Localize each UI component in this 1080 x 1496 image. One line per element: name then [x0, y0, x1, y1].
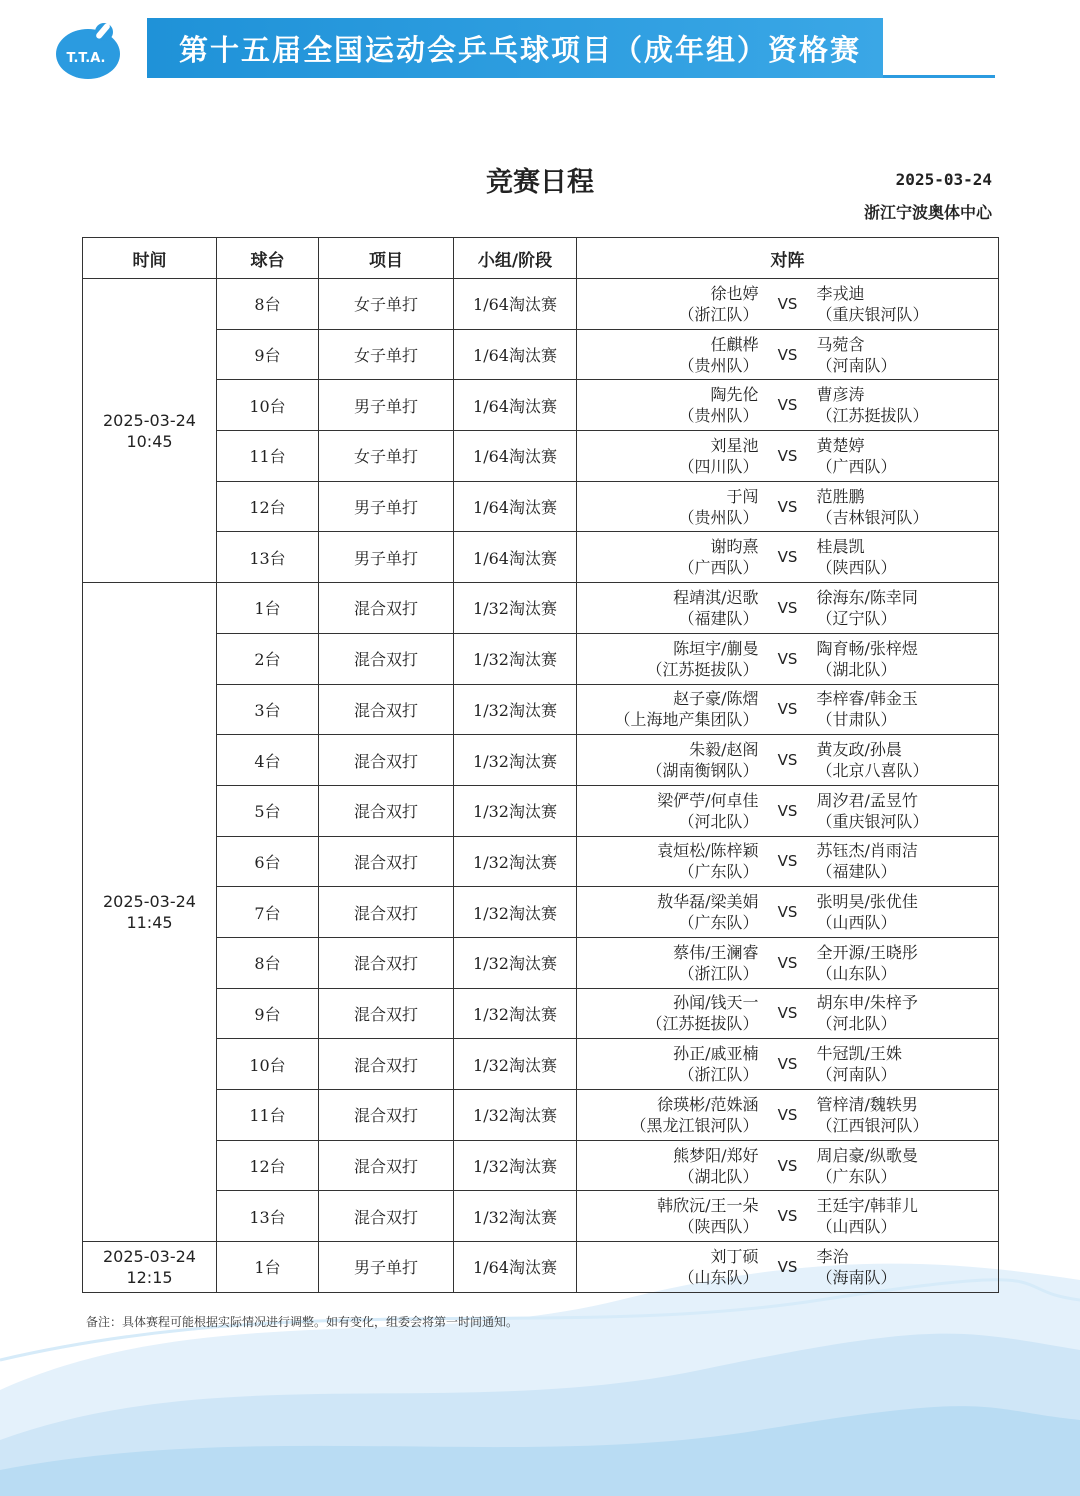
- matchup: [577, 685, 998, 735]
- player-b: [817, 790, 999, 832]
- player-a-team: （福建队）: [678, 608, 759, 628]
- player-a-team: （浙江队）: [678, 963, 759, 983]
- player-a-name: 孙闻/钱天一: [673, 993, 759, 1013]
- player-a: [577, 942, 759, 984]
- player-a-name: 徐也婷: [710, 283, 759, 303]
- event-name: 男子单打: [319, 532, 454, 583]
- player-b-name: 胡东申/朱梓予: [816, 993, 918, 1013]
- player-a-name: 熊梦阳/郑好: [673, 1145, 759, 1165]
- player-b-team: （湖北队）: [816, 659, 897, 679]
- schedule-body: [83, 279, 999, 1293]
- player-b-name: 李梓睿/韩金玉: [816, 689, 918, 709]
- event-name: 男子单打: [319, 481, 454, 532]
- table-number: 11台: [217, 1090, 319, 1141]
- matchup: [577, 989, 998, 1039]
- player-a: [577, 334, 759, 376]
- player-b: [817, 739, 999, 781]
- player-b-team: （甘肃队）: [816, 710, 897, 730]
- event-name: 混合双打: [319, 684, 454, 735]
- matchup: [577, 938, 998, 988]
- player-b-name: 周启豪/纵歌曼: [816, 1145, 918, 1165]
- matchup-cell: [577, 329, 999, 380]
- stage-name: 1/32淘汰赛: [454, 937, 577, 988]
- vs-label: VS: [777, 1156, 798, 1175]
- player-b: [817, 283, 999, 325]
- player-b: [817, 334, 999, 376]
- player-a-team: （上海地产集团队）: [614, 710, 759, 730]
- table-row: [83, 937, 999, 988]
- player-a-team: （黑龙江银河队）: [630, 1115, 759, 1135]
- event-name: 混合双打: [319, 735, 454, 786]
- vs-label: VS: [777, 751, 798, 770]
- time-date: 2025-03-24: [103, 410, 196, 430]
- player-b-team: （福建队）: [816, 862, 897, 882]
- player-b-team: （江西银河队）: [816, 1115, 929, 1135]
- player-b: [817, 1145, 999, 1187]
- table-number: 10台: [217, 1039, 319, 1090]
- player-b-team: （重庆银河队）: [816, 304, 929, 324]
- stage-name: 1/32淘汰赛: [454, 1140, 577, 1191]
- table-number: 5台: [217, 785, 319, 836]
- player-b-team: （江苏挺拔队）: [816, 406, 929, 426]
- player-b-team: （河南队）: [816, 355, 897, 375]
- player-b: [817, 587, 999, 629]
- table-row: [83, 836, 999, 887]
- vs-label: VS: [777, 649, 798, 668]
- stage-name: 1/32淘汰赛: [454, 684, 577, 735]
- player-a: [577, 283, 759, 325]
- player-b-name: 李戎迪: [816, 283, 865, 303]
- matchup: [577, 279, 998, 329]
- vs-label: VS: [777, 548, 798, 567]
- player-a-team: （贵州队）: [678, 507, 759, 527]
- player-a: [577, 992, 759, 1034]
- venue-label: 浙江宁波奥体中心: [863, 203, 992, 222]
- matchup-cell: [577, 583, 999, 634]
- stage-name: 1/32淘汰赛: [454, 988, 577, 1039]
- player-a: [577, 1195, 759, 1237]
- vs-label: VS: [777, 1004, 798, 1023]
- player-b: [817, 536, 999, 578]
- table-row: [83, 431, 999, 482]
- player-b: [817, 942, 999, 984]
- event-name: 混合双打: [319, 633, 454, 684]
- table-row: [83, 329, 999, 380]
- player-a: [577, 638, 759, 680]
- player-a-name: 谢昀熹: [710, 537, 759, 557]
- player-b: [817, 992, 999, 1034]
- logo-text: T.T.A.: [66, 51, 106, 66]
- table-row: [83, 380, 999, 431]
- player-a-team: （山东队）: [678, 1267, 759, 1287]
- event-name: 女子单打: [319, 329, 454, 380]
- header-time: 时间: [83, 238, 217, 279]
- player-b-team: （北京八喜队）: [816, 761, 929, 781]
- matchup-cell: [577, 735, 999, 786]
- table-row: [83, 1242, 999, 1293]
- player-b: [817, 435, 999, 477]
- player-a-team: （江苏挺拔队）: [646, 1014, 759, 1034]
- player-b-team: （山东队）: [816, 963, 897, 983]
- player-a-name: 朱毅/赵阁: [689, 740, 759, 760]
- header-table: 球台: [217, 238, 319, 279]
- player-b-team: （山西队）: [816, 1217, 897, 1237]
- player-a-team: （广东队）: [678, 862, 759, 882]
- banner-title: 第十五届全国运动会乒乓球项目（成年组）资格赛: [147, 18, 883, 78]
- event-name: 混合双打: [319, 1039, 454, 1090]
- player-a: [577, 739, 759, 781]
- table-number: 8台: [217, 937, 319, 988]
- stage-name: 1/32淘汰赛: [454, 785, 577, 836]
- matchup-cell: [577, 380, 999, 431]
- matchup-cell: [577, 279, 999, 330]
- vs-label: VS: [777, 446, 798, 465]
- event-name: 混合双打: [319, 988, 454, 1039]
- player-b-team: （辽宁队）: [816, 608, 897, 628]
- table-row: [83, 785, 999, 836]
- matchup-cell: [577, 1242, 999, 1293]
- event-name: 混合双打: [319, 1191, 454, 1242]
- player-b-team: （陕西队）: [816, 558, 897, 578]
- matchup-cell: [577, 1140, 999, 1191]
- table-row: [83, 1140, 999, 1191]
- player-b: [817, 486, 999, 528]
- table-row: [83, 583, 999, 634]
- player-a-name: 韩欣沅/王一朵: [657, 1196, 759, 1216]
- matchup: [577, 786, 998, 836]
- player-a-team: （湖北队）: [678, 1166, 759, 1186]
- player-b-name: 王廷宇/韩菲儿: [816, 1196, 918, 1216]
- player-a-name: 赵子豪/陈熠: [673, 689, 759, 709]
- time-clock: 11:45: [126, 913, 173, 933]
- matchup: [577, 532, 998, 582]
- table-row: [83, 1039, 999, 1090]
- player-b-name: 曹彦涛: [816, 385, 865, 405]
- matchup: [577, 837, 998, 887]
- stage-name: 1/32淘汰赛: [454, 1191, 577, 1242]
- table-number: 1台: [217, 1242, 319, 1293]
- player-b: [817, 891, 999, 933]
- stage-name: 1/64淘汰赛: [454, 329, 577, 380]
- stage-name: 1/64淘汰赛: [454, 431, 577, 482]
- player-b: [817, 1195, 999, 1237]
- vs-label: VS: [777, 1257, 798, 1276]
- player-a-name: 程靖淇/迟歌: [673, 587, 759, 607]
- time-cell: [83, 279, 217, 583]
- matchup: [577, 1039, 998, 1089]
- player-a-team: （河北队）: [678, 811, 759, 831]
- player-b-name: 范胜鹏: [816, 486, 865, 506]
- table-number: 7台: [217, 887, 319, 938]
- stage-name: 1/64淘汰赛: [454, 532, 577, 583]
- tta-logo-icon: [52, 18, 128, 82]
- matchup-cell: [577, 887, 999, 938]
- matchup-cell: [577, 988, 999, 1039]
- matchup-cell: [577, 481, 999, 532]
- player-a-name: 任麒桦: [710, 334, 759, 354]
- player-b-name: 李治: [816, 1246, 849, 1266]
- player-a: [577, 587, 759, 629]
- table-number: 13台: [217, 1191, 319, 1242]
- player-a-team: （江苏挺拔队）: [646, 659, 759, 679]
- player-a-team: （湖南衡钢队）: [646, 761, 759, 781]
- player-b-team: （海南队）: [816, 1267, 897, 1287]
- player-a: [577, 891, 759, 933]
- matchup: [577, 1141, 998, 1191]
- matchup-cell: [577, 684, 999, 735]
- matchup-cell: [577, 431, 999, 482]
- time-cell: [83, 583, 217, 1242]
- event-name: 男子单打: [319, 1242, 454, 1293]
- vs-label: VS: [777, 801, 798, 820]
- player-b-name: 张明昊/张优佳: [816, 892, 918, 912]
- player-a: [577, 536, 759, 578]
- stage-name: 1/32淘汰赛: [454, 1039, 577, 1090]
- event-name: 混合双打: [319, 785, 454, 836]
- table-row: [83, 279, 999, 330]
- matchup-cell: [577, 1191, 999, 1242]
- event-name: 女子单打: [319, 279, 454, 330]
- table-row: [83, 532, 999, 583]
- player-a-team: （贵州队）: [678, 406, 759, 426]
- table-row: [83, 887, 999, 938]
- table-number: 8台: [217, 279, 319, 330]
- table-number: 9台: [217, 329, 319, 380]
- player-a: [577, 1094, 759, 1136]
- stage-name: 1/32淘汰赛: [454, 735, 577, 786]
- table-row: [83, 1191, 999, 1242]
- event-name: 男子单打: [319, 380, 454, 431]
- player-b: [817, 1043, 999, 1085]
- table-row: [83, 481, 999, 532]
- player-b: [817, 1094, 999, 1136]
- player-b-name: 管梓清/魏轶男: [816, 1094, 918, 1114]
- player-a-name: 刘丁硕: [710, 1246, 759, 1266]
- player-b-name: 周汐君/孟昱竹: [816, 790, 918, 810]
- vs-label: VS: [777, 1055, 798, 1074]
- time-date: 2025-03-24: [103, 1246, 196, 1266]
- vs-label: VS: [777, 294, 798, 313]
- matchup-cell: [577, 1039, 999, 1090]
- header-event: 项目: [319, 238, 454, 279]
- vs-label: VS: [777, 598, 798, 617]
- table-number: 10台: [217, 380, 319, 431]
- vs-label: VS: [777, 852, 798, 871]
- player-b-name: 苏钰杰/肖雨洁: [816, 841, 918, 861]
- player-b-name: 黄楚婷: [816, 435, 865, 455]
- player-b: [817, 840, 999, 882]
- player-a: [577, 688, 759, 730]
- player-a-name: 孙正/戚亚楠: [673, 1044, 759, 1064]
- player-a: [577, 1145, 759, 1187]
- vs-label: VS: [777, 953, 798, 972]
- player-a-name: 蔡伟/王澜睿: [673, 942, 759, 962]
- vs-label: VS: [777, 903, 798, 922]
- player-a: [577, 840, 759, 882]
- stage-name: 1/32淘汰赛: [454, 887, 577, 938]
- vs-label: VS: [777, 497, 798, 516]
- matchup: [577, 887, 998, 937]
- stage-name: 1/32淘汰赛: [454, 583, 577, 634]
- stage-name: 1/32淘汰赛: [454, 633, 577, 684]
- table-number: 6台: [217, 836, 319, 887]
- player-b-name: 黄友政/孙晨: [816, 740, 902, 760]
- player-b-team: （山西队）: [816, 913, 897, 933]
- header-matchup: 对阵: [577, 238, 999, 279]
- table-number: 2台: [217, 633, 319, 684]
- vs-label: VS: [777, 345, 798, 364]
- player-a-name: 敖华磊/梁美娟: [657, 892, 759, 912]
- event-name: 女子单打: [319, 431, 454, 482]
- player-b-name: 马菀含: [816, 334, 865, 354]
- table-number: 4台: [217, 735, 319, 786]
- table-number: 12台: [217, 1140, 319, 1191]
- player-a: [577, 1043, 759, 1085]
- footnote: 备注：具体赛程可能根据实际情况进行调整。如有变化，组委会将第一时间通知。: [86, 1315, 519, 1329]
- matchup: [577, 1090, 998, 1140]
- matchup: [577, 735, 998, 785]
- matchup: [577, 634, 998, 684]
- player-b-team: （广东队）: [816, 1166, 897, 1186]
- table-header-row: [83, 238, 999, 279]
- player-b-team: （重庆银河队）: [816, 811, 929, 831]
- player-a-team: （浙江队）: [678, 1065, 759, 1085]
- player-b: [817, 1246, 999, 1288]
- stage-name: 1/32淘汰赛: [454, 1090, 577, 1141]
- table-number: 12台: [217, 481, 319, 532]
- time-clock: 10:45: [126, 431, 173, 451]
- player-b-name: 桂晨凯: [816, 537, 865, 557]
- player-a: [577, 435, 759, 477]
- table-number: 13台: [217, 532, 319, 583]
- stage-name: 1/64淘汰赛: [454, 481, 577, 532]
- matchup-cell: [577, 937, 999, 988]
- player-b-team: （河北队）: [816, 1014, 897, 1034]
- table-row: [83, 684, 999, 735]
- schedule-date: 2025-03-24: [895, 170, 992, 189]
- page-title: 竞赛日程: [486, 167, 594, 198]
- table-row: [83, 988, 999, 1039]
- vs-label: VS: [777, 1105, 798, 1124]
- player-a-name: 梁俨苧/何卓佳: [657, 790, 759, 810]
- player-a-team: （广西队）: [678, 558, 759, 578]
- player-a-team: （四川队）: [678, 456, 759, 476]
- player-a-name: 陶先伦: [710, 385, 759, 405]
- player-b-name: 徐海东/陈幸同: [816, 587, 918, 607]
- player-b-name: 全开源/王晓彤: [816, 942, 918, 962]
- event-name: 混合双打: [319, 583, 454, 634]
- player-a-team: （广东队）: [678, 913, 759, 933]
- schedule-table: [82, 237, 999, 1293]
- time-date: 2025-03-24: [103, 892, 196, 912]
- matchup-cell: [577, 836, 999, 887]
- player-a-name: 徐瑛彬/范姝涵: [657, 1094, 759, 1114]
- stage-name: 1/64淘汰赛: [454, 380, 577, 431]
- table-number: 1台: [217, 583, 319, 634]
- header-stage: 小组/阶段: [454, 238, 577, 279]
- player-a-team: （贵州队）: [678, 355, 759, 375]
- player-a-name: 陈垣宇/蒯曼: [673, 638, 759, 658]
- event-name: 混合双打: [319, 1090, 454, 1141]
- player-b: [817, 384, 999, 426]
- matchup: [577, 1191, 998, 1241]
- matchup-cell: [577, 633, 999, 684]
- vs-label: VS: [777, 1207, 798, 1226]
- player-b-team: （河南队）: [816, 1065, 897, 1085]
- matchup-cell: [577, 532, 999, 583]
- time-clock: 12:15: [126, 1267, 173, 1287]
- player-a: [577, 1246, 759, 1288]
- table-row: [83, 735, 999, 786]
- player-a: [577, 384, 759, 426]
- matchup: [577, 583, 998, 633]
- table-number: 3台: [217, 684, 319, 735]
- event-name: 混合双打: [319, 937, 454, 988]
- player-a-name: 于闯: [726, 486, 759, 506]
- player-b-team: （广西队）: [816, 456, 897, 476]
- vs-label: VS: [777, 396, 798, 415]
- matchup: [577, 330, 998, 380]
- event-name: 混合双打: [319, 1140, 454, 1191]
- player-a: [577, 486, 759, 528]
- stage-name: 1/64淘汰赛: [454, 1242, 577, 1293]
- stage-name: 1/64淘汰赛: [454, 279, 577, 330]
- matchup: [577, 1242, 998, 1292]
- player-b-team: （吉林银河队）: [816, 507, 929, 527]
- matchup: [577, 431, 998, 481]
- event-name: 混合双打: [319, 887, 454, 938]
- vs-label: VS: [777, 700, 798, 719]
- event-name: 混合双打: [319, 836, 454, 887]
- table-row: [83, 1090, 999, 1141]
- matchup-cell: [577, 1090, 999, 1141]
- player-b: [817, 688, 999, 730]
- table-number: 11台: [217, 431, 319, 482]
- player-a-team: （陕西队）: [678, 1217, 759, 1237]
- player-b-name: 陶育畅/张梓煜: [816, 638, 918, 658]
- player-b: [817, 638, 999, 680]
- matchup: [577, 482, 998, 532]
- player-a-team: （浙江队）: [678, 304, 759, 324]
- matchup: [577, 380, 998, 430]
- player-a: [577, 790, 759, 832]
- stage-name: 1/32淘汰赛: [454, 836, 577, 887]
- table-row: [83, 633, 999, 684]
- table-number: 9台: [217, 988, 319, 1039]
- matchup-cell: [577, 785, 999, 836]
- player-a-name: 袁烜松/陈梓颖: [657, 841, 759, 861]
- player-b-name: 牛冠凯/王姝: [816, 1044, 902, 1064]
- time-cell: [83, 1242, 217, 1293]
- player-a-name: 刘星池: [710, 435, 759, 455]
